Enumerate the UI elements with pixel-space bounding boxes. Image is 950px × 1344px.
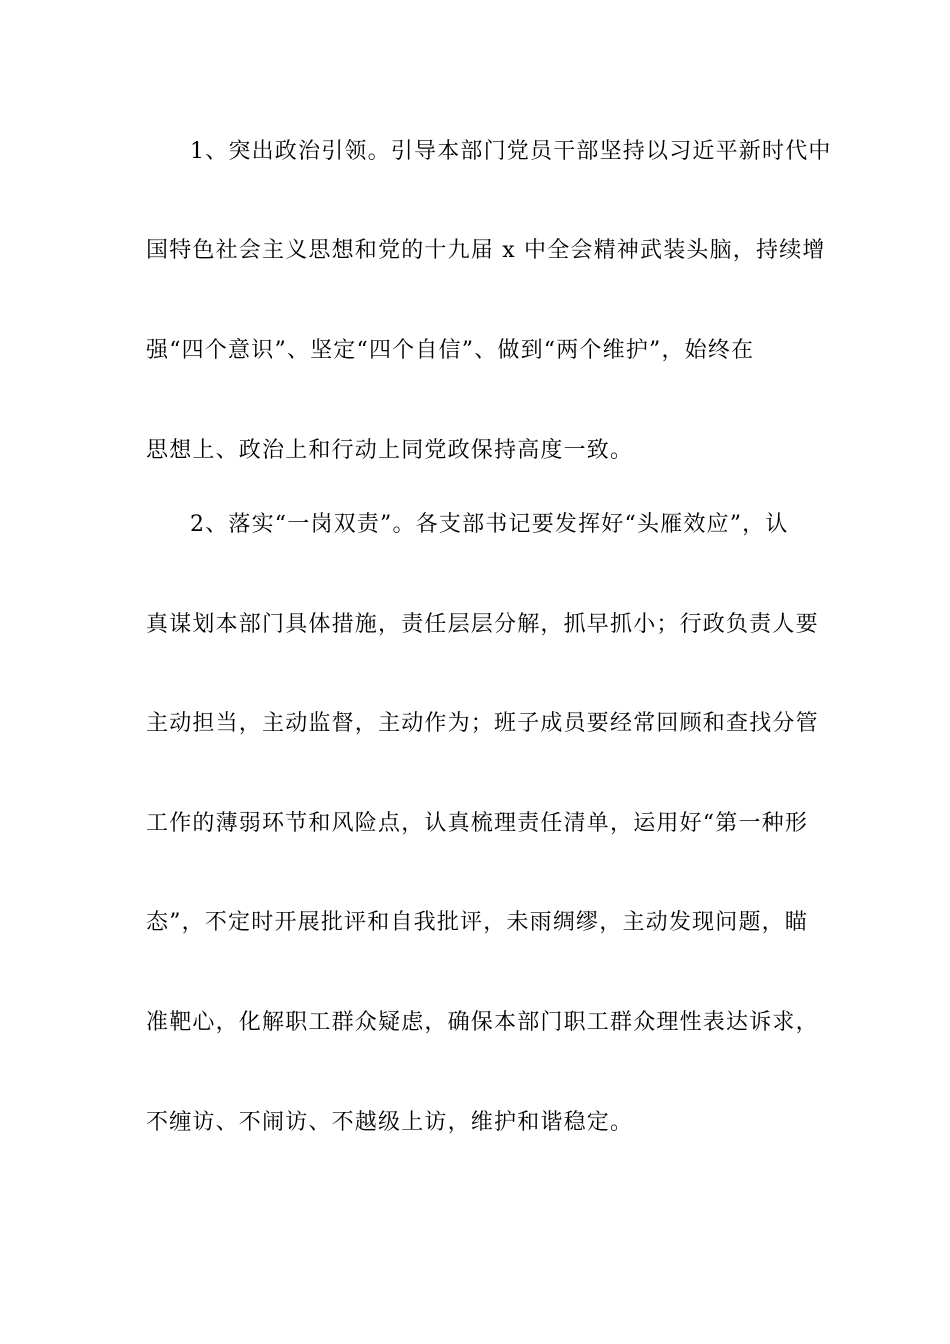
paragraph-line: 1、突出政治引领。引导本部门党员干部坚持以习近平新时代中 (190, 139, 832, 164)
paragraph-line: 思想上、政治上和行动上同党政保持高度一致。 (146, 438, 634, 463)
paragraph-line: 态”，不定时开展批评和自我批评，未雨绸缪，主动发现问题，瞄 (146, 910, 809, 935)
paragraph-line: 主动担当，主动监督，主动作为；班子成员要经常回顾和查找分管 (146, 711, 819, 736)
paragraph-line: 强“四个意识”、坚定“四个自信”、做到“两个维护”，始终在 (146, 338, 755, 363)
paragraph-line: 2、落实“一岗双责”。各支部书记要发挥好“头雁效应”，认 (190, 512, 789, 537)
paragraph-line: 工作的薄弱环节和风险点，认真梳理责任清单，运用好“第一种形 (146, 811, 809, 836)
paragraph-line: 不缠访、不闹访、不越级上访，维护和谐稳定。 (146, 1110, 634, 1135)
paragraph-line: 国特色社会主义思想和党的十九届 x 中全会精神武装头脑，持续增 (146, 238, 826, 263)
paragraph-line: 真谋划本部门具体措施，责任层层分解，抓早抓小；行政负责人要 (146, 612, 819, 637)
paragraph-line: 准靶心，化解职工群众疑虑，确保本部门职工群众理性表达诉求， (146, 1010, 819, 1035)
